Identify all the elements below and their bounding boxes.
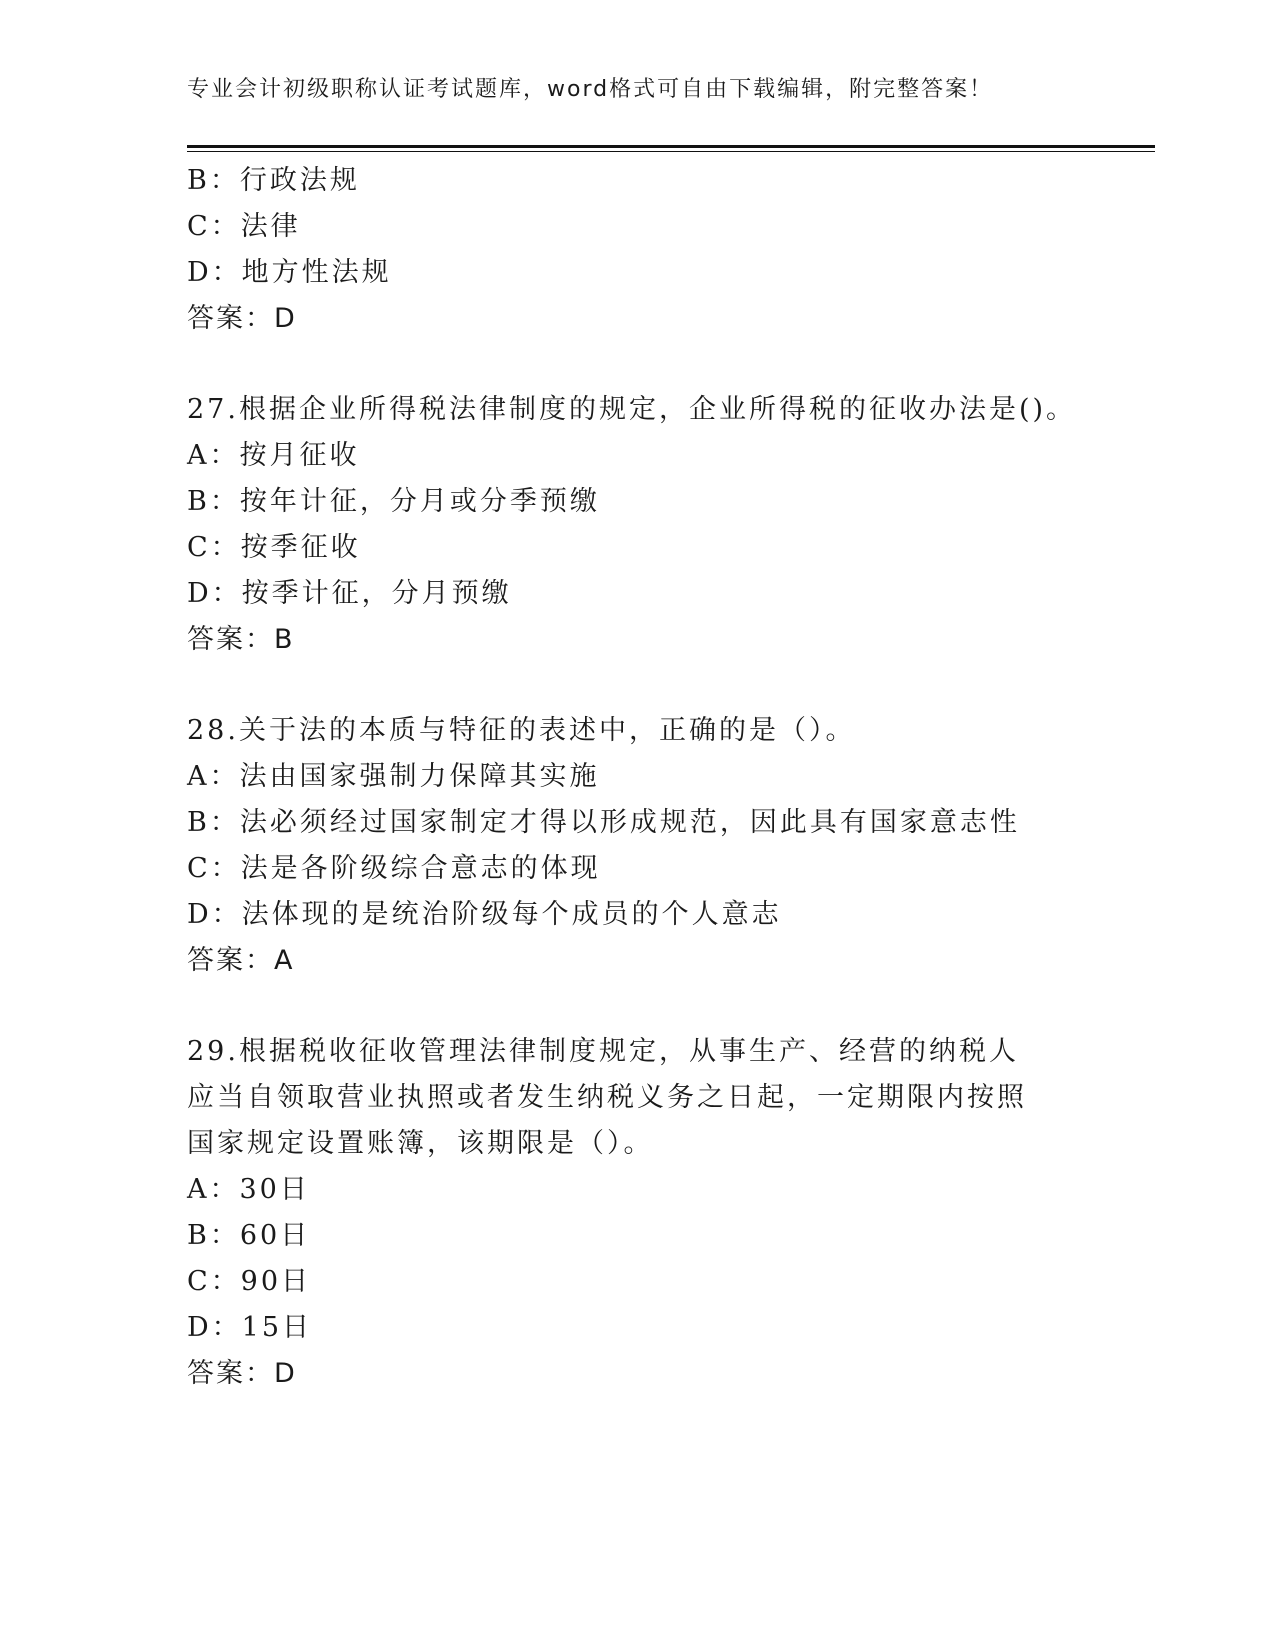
question-28: [187, 708, 1087, 984]
option-c: C：90日: [187, 1266, 312, 1297]
option-a: A：30日: [187, 1174, 310, 1205]
option-a: A：法由国家强制力保障其实施: [187, 761, 600, 792]
option-b: B：行政法规: [187, 165, 360, 196]
question-content: [187, 158, 1087, 1397]
option-d: D：按季计征，分月预缴: [187, 578, 512, 609]
option-c: C：按季征收: [187, 532, 361, 563]
question-text: 29.根据税收征收管理法律制度规定，从事生产、经营的纳税人应当自领取营业执照或者发生纳税义务之日起，一定期限内按照国家规定设置账簿，该期限是（）。: [187, 1036, 1027, 1159]
answer: 答案：D: [187, 303, 297, 334]
option-b: B：按年计征，分月或分季预缴: [187, 486, 600, 517]
answer: 答案：D: [187, 1358, 297, 1389]
question-text: 27.根据企业所得税法律制度的规定，企业所得税的征收办法是()。: [187, 394, 1077, 425]
question-text: 28.关于法的本质与特征的表述中，正确的是（）。: [187, 715, 856, 746]
page-header: 专业会计初级职称认证考试题库，word格式可自由下载编辑，附完整答案！: [187, 77, 994, 102]
option-d: D：地方性法规: [187, 257, 392, 288]
question-27: [187, 387, 1087, 663]
question-29: [187, 1029, 1087, 1397]
option-c: C：法律: [187, 211, 301, 242]
header-rule-thin: [187, 151, 1155, 152]
option-d: D：法体现的是统治阶级每个成员的个人意志: [187, 899, 782, 930]
header-rule-thick: [187, 145, 1155, 148]
option-c: C：法是各阶级综合意志的体现: [187, 853, 601, 884]
answer: 答案：A: [187, 945, 295, 976]
option-b: B：60日: [187, 1220, 311, 1251]
answer: 答案：B: [187, 624, 295, 655]
previous-question-options: [187, 158, 1087, 342]
option-b: B：法必须经过国家制定才得以形成规范，因此具有国家意志性: [187, 807, 1020, 838]
option-d: D：15日: [187, 1312, 313, 1343]
option-a: A：按月征收: [187, 440, 360, 471]
